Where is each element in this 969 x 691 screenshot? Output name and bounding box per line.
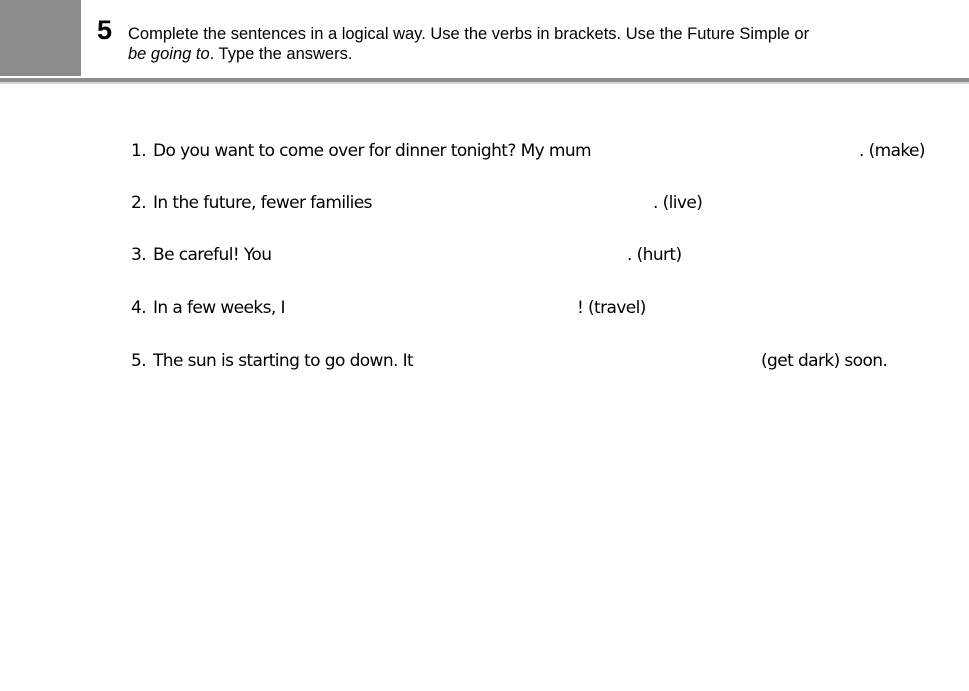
exercise-number: 5 bbox=[97, 15, 113, 45]
sentence-item-2 bbox=[131, 192, 931, 214]
item-text-before: In the future, fewer families bbox=[153, 193, 372, 213]
item-text-after: . (make) bbox=[859, 141, 925, 161]
item-text-after: ! (travel) bbox=[577, 298, 646, 318]
item-number: 2. bbox=[131, 193, 147, 213]
sentence-item-4 bbox=[131, 297, 931, 319]
item-number: 3. bbox=[131, 245, 147, 265]
answer-input-3[interactable] bbox=[271, 242, 625, 266]
answer-input-4[interactable] bbox=[287, 295, 575, 319]
answer-input-1[interactable] bbox=[571, 138, 857, 162]
item-number: 1. bbox=[131, 141, 147, 161]
item-text-before: Do you want to come over for dinner tonight? My mum bbox=[153, 141, 591, 161]
answer-input-5[interactable] bbox=[405, 348, 759, 372]
exercise-header-block bbox=[0, 0, 81, 76]
sentence-item-1 bbox=[131, 140, 931, 162]
sentence-item-5 bbox=[131, 350, 931, 372]
exercise-instructions bbox=[128, 24, 928, 64]
item-number: 4. bbox=[131, 298, 147, 318]
item-text-before: Be careful! You bbox=[153, 245, 272, 265]
item-text-after: . (live) bbox=[653, 193, 703, 213]
item-text-before: The sun is starting to go down. It bbox=[153, 351, 414, 371]
instruction-italic-text: be going to bbox=[128, 45, 210, 63]
item-number: 5. bbox=[131, 351, 147, 371]
item-text-after: (get dark) soon. bbox=[761, 351, 888, 371]
header-divider-shadow bbox=[0, 82, 969, 84]
instruction-text: Complete the sentences in a logical way. Use the verbs in brackets. Use the Future Simple or bbox=[128, 25, 810, 43]
item-text-after: . (hurt) bbox=[627, 245, 682, 265]
item-text-before: In a few weeks, I bbox=[153, 298, 285, 318]
sentence-item-3 bbox=[131, 244, 931, 266]
instruction-text-end: . Type the answers. bbox=[209, 45, 353, 63]
answer-input-2[interactable] bbox=[365, 190, 651, 214]
